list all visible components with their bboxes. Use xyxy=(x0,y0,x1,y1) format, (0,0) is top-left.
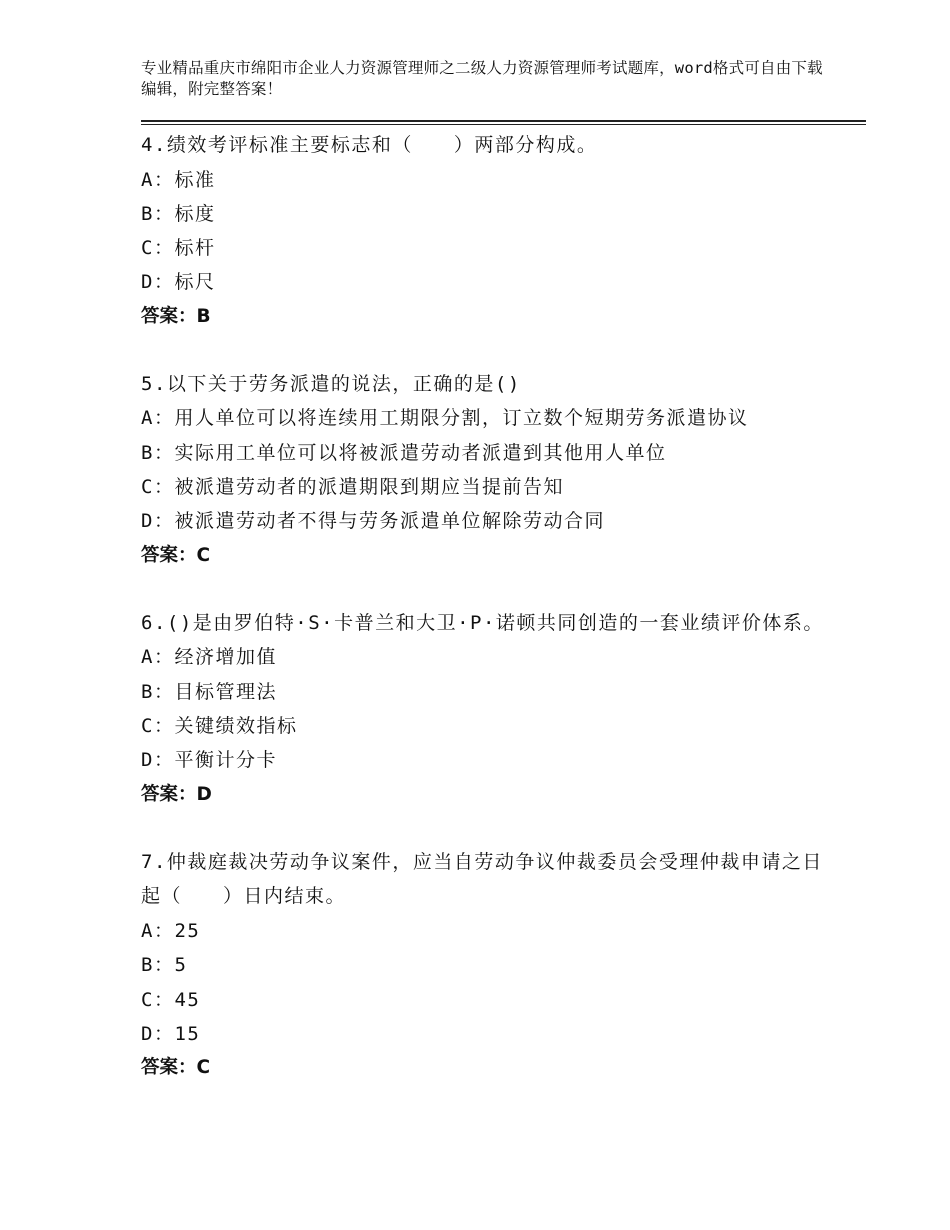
option-b: B：实际用工单位可以将被派遣劳动者派遣到其他用人单位 xyxy=(141,441,667,464)
answer-line: 答案：C xyxy=(141,544,211,566)
option-b: B：标度 xyxy=(141,202,216,225)
header-divider-thick xyxy=(141,120,866,122)
question-item xyxy=(141,606,831,812)
option-d: D：平衡计分卡 xyxy=(141,749,277,772)
question-item xyxy=(141,128,831,334)
header-divider-thin xyxy=(141,124,866,125)
answer-line: 答案：B xyxy=(141,305,211,327)
option-b: B：目标管理法 xyxy=(141,680,277,703)
option-a: A：标准 xyxy=(141,168,216,191)
question-text: 6.()是由罗伯特·S·卡普兰和大卫·P·诺顿共同创造的一套业绩评价体系。 xyxy=(141,611,824,634)
option-c: C：标杆 xyxy=(141,237,216,260)
option-c: C：关键绩效指标 xyxy=(141,715,298,738)
question-text: 4.绩效考评标准主要标志和（ ）两部分构成。 xyxy=(141,134,598,156)
option-d: D：被派遣劳动者不得与劳务派遣单位解除劳动合同 xyxy=(141,510,605,533)
document-header: 专业精品重庆市绵阳市企业人力资源管理师之二级人力资源管理师考试题库，word格式可自由下载编辑，附完整答案！ xyxy=(141,59,823,98)
question-item xyxy=(141,367,831,573)
option-d: D：标尺 xyxy=(141,271,216,294)
question-list xyxy=(141,128,831,1118)
answer-line: 答案：D xyxy=(141,783,212,805)
option-a: A：经济增加值 xyxy=(141,646,277,669)
answer-line: 答案：C xyxy=(141,1057,211,1079)
option-c: C：45 xyxy=(141,988,201,1011)
question-text: 5.以下关于劳务派遣的说法，正确的是() xyxy=(141,372,521,395)
question-text: 7.仲裁庭裁决劳动争议案件，应当自劳动争议仲裁委员会受理仲裁申请之日起（ ）日内结束。 xyxy=(141,850,823,908)
option-c: C：被派遣劳动者的派遣期限到期应当提前告知 xyxy=(141,476,564,499)
question-item xyxy=(141,845,831,1085)
option-d: D：15 xyxy=(141,1022,201,1045)
option-a: A：用人单位可以将连续用工期限分割，订立数个短期劳务派遣协议 xyxy=(141,407,749,430)
option-a: A：25 xyxy=(141,919,201,942)
option-b: B：5 xyxy=(141,954,188,977)
